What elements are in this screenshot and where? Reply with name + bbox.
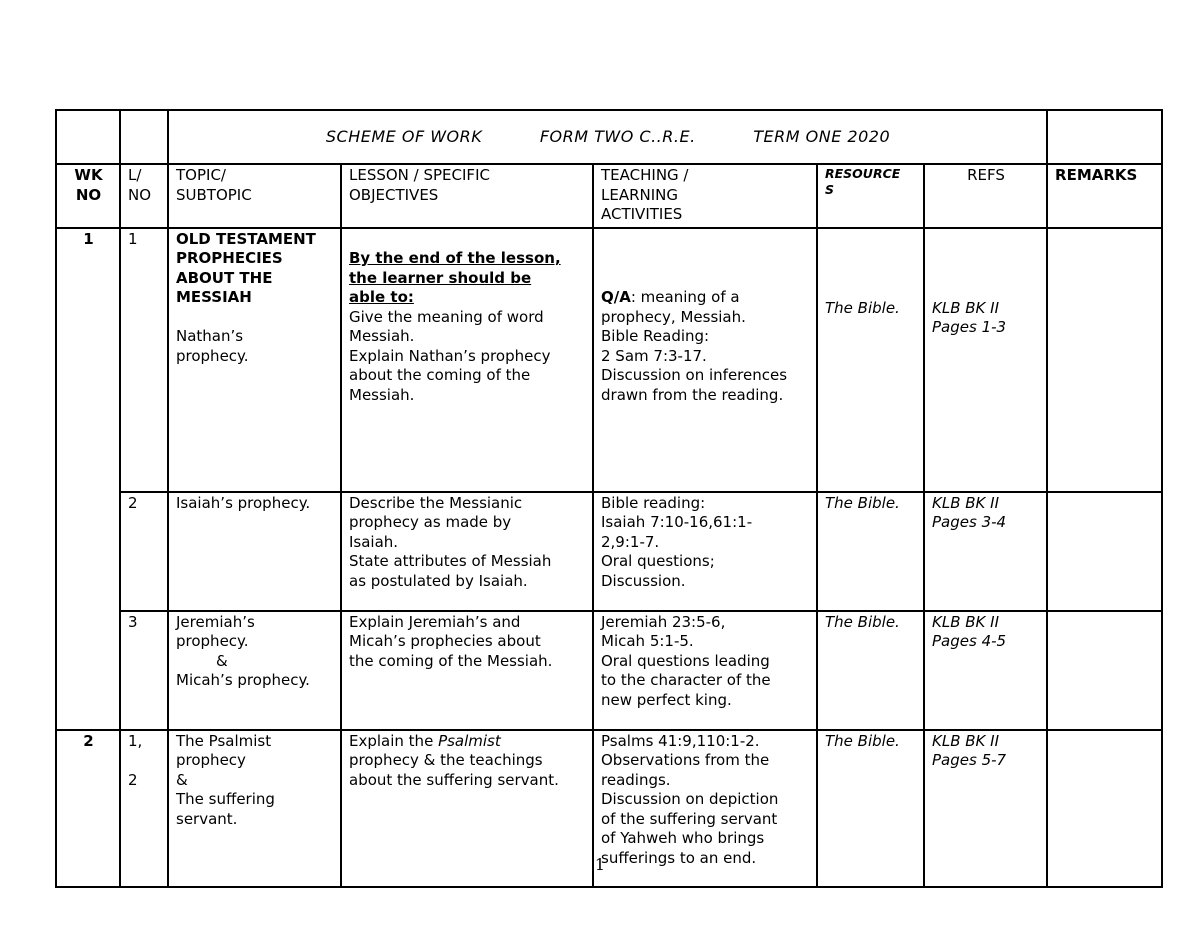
header-objectives: LESSON / SPECIFIC OBJECTIVES: [341, 164, 593, 228]
resources-cell: The Bible.: [817, 611, 924, 730]
topic-cell: Jeremiah’s prophecy. & Micah’s prophecy.: [168, 611, 341, 730]
resources-cell: The Bible.: [817, 492, 924, 611]
objectives-cell: Describe the Messianic prophecy as made by Isaiah. State attributes of Messiah as postulated by Isaiah.: [341, 492, 593, 611]
resources-cell: The Bible.: [817, 228, 924, 492]
title-term: TERM ONE 2020: [753, 126, 891, 146]
title-blank-cell: [56, 110, 120, 164]
topic-cell: The Psalmist prophecy & The suffering servant.: [168, 730, 341, 887]
header-lesson-no: L/ NO: [120, 164, 168, 228]
title-blank-cell: [1047, 110, 1162, 164]
topic-cell: Isaiah’s prophecy.: [168, 492, 341, 611]
title-form: FORM TWO C..R.E.: [539, 126, 696, 146]
refs-cell: KLB BK II Pages 3-4: [924, 492, 1047, 611]
header-remarks: REMARKS: [1047, 164, 1162, 228]
document-title: [168, 110, 1047, 164]
table-row: [56, 492, 1162, 611]
header-wk-no: WK NO: [56, 164, 120, 228]
header-topic: TOPIC/ SUBTOPIC: [168, 164, 341, 228]
remarks-cell: [1047, 492, 1162, 611]
refs-cell: KLB BK II Pages 1-3: [924, 228, 1047, 492]
remarks-cell: [1047, 228, 1162, 492]
week-number-cell: 1: [56, 228, 120, 730]
header-resources: RESOURCE S: [817, 164, 924, 228]
refs-cell: KLB BK II Pages 5-7: [924, 730, 1047, 887]
scheme-of-work-table: [55, 109, 1163, 888]
header-row: [56, 164, 1162, 228]
objectives-cell: By the end of the lesson, the learner should be able to: Give the meaning of word Messiah. Explain Nathan’s prophecy about the coming of the Messiah.: [341, 228, 593, 492]
activities-cell: Bible reading: Isaiah 7:10-16,61:1- 2,9:1-7. Oral questions; Discussion.: [593, 492, 817, 611]
title-blank-cell: [120, 110, 168, 164]
lesson-number-cell: 1: [120, 228, 168, 492]
activities-cell: Psalms 41:9,110:1-2. Observations from the readings. Discussion on depiction of the suffering servant of Yahweh who brings sufferings to an end.: [593, 730, 817, 887]
lesson-number-cell: 2: [120, 492, 168, 611]
page-number: 1: [594, 855, 606, 874]
title-row: [56, 110, 1162, 164]
refs-cell: KLB BK II Pages 4-5: [924, 611, 1047, 730]
remarks-cell: [1047, 611, 1162, 730]
activities-cell: Q/A: meaning of a prophecy, Messiah. Bible Reading: 2 Sam 7:3-17. Discussion on inferences drawn from the reading.: [593, 228, 817, 492]
topic-cell: OLD TESTAMENT PROPHECIES ABOUT THE MESSIAH Nathan’s prophecy.: [168, 228, 341, 492]
objectives-cell: Explain the Psalmist prophecy & the teachings about the suffering servant.: [341, 730, 593, 887]
table-row: [56, 611, 1162, 730]
header-activities: TEACHING / LEARNING ACTIVITIES: [593, 164, 817, 228]
title-scheme: SCHEME OF WORK: [325, 126, 483, 146]
objectives-cell: Explain Jeremiah’s and Micah’s prophecies about the coming of the Messiah.: [341, 611, 593, 730]
week-number-cell: 2: [56, 730, 120, 887]
lesson-number-cell: 3: [120, 611, 168, 730]
resources-cell: The Bible.: [817, 730, 924, 887]
header-refs: REFS: [924, 164, 1047, 228]
table-row: [56, 228, 1162, 492]
lesson-number-cell: 1, 2: [120, 730, 168, 887]
activities-cell: Jeremiah 23:5-6, Micah 5:1-5. Oral questions leading to the character of the new perfect king.: [593, 611, 817, 730]
